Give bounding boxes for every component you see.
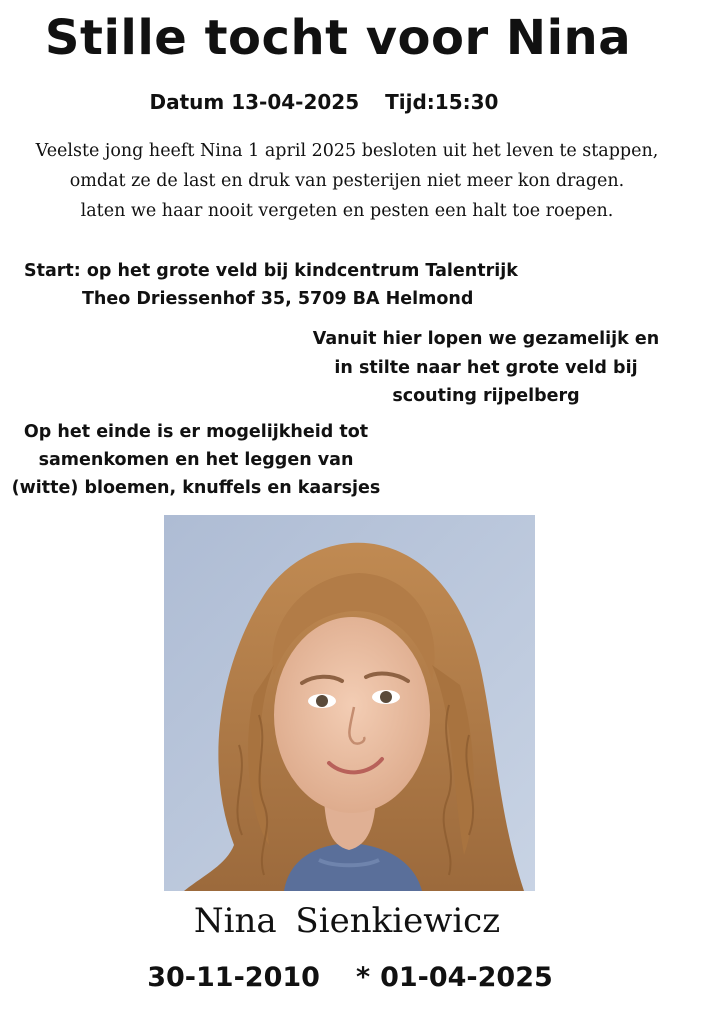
intro-text [14, 136, 680, 226]
star-symbol: * [355, 962, 371, 993]
portrait-illustration [164, 515, 535, 891]
route-line: in stilte naar het grote veld bij [334, 357, 638, 378]
route-description [296, 325, 676, 411]
intro-line: laten we haar nooit vergeten en pesten een halt toe roepen. [80, 201, 614, 221]
ending-line: samenkomen en het leggen van [38, 450, 354, 470]
event-date: Datum 13-04-2025 [149, 90, 360, 114]
start-location [24, 257, 584, 313]
poster-title: Stille tocht voor Nina [44, 10, 632, 66]
date-time-line [0, 88, 648, 116]
ending-description [0, 418, 392, 502]
portrait-photo [164, 515, 535, 891]
route-line: Vanuit hier lopen we gezamelijk en [312, 329, 660, 349]
birth-date: 30-11-2010 [147, 962, 320, 993]
person-name: Nina Sienkiewicz [193, 901, 501, 941]
start-address: Theo Driessenhof 35, 5709 BA Helmond [82, 289, 474, 309]
route-line: scouting rijpelberg [392, 386, 580, 406]
start-line: Start: op het grote veld bij kindcentrum Talentrijk [24, 261, 518, 281]
ending-line: Op het einde is er mogelijkheid tot [23, 422, 369, 442]
intro-line: Veelste jong heeft Nina 1 april 2025 besloten uit het leven te stappen, [35, 141, 659, 161]
event-time: Tijd:15:30 [385, 90, 499, 114]
life-dates [0, 958, 700, 998]
death-date: 01-04-2025 [380, 962, 553, 993]
ending-line: (witte) bloemen, knuffels en kaarsjes [11, 478, 381, 498]
intro-line: omdat ze de last en druk van pesterijen niet meer kon dragen. [69, 171, 625, 191]
